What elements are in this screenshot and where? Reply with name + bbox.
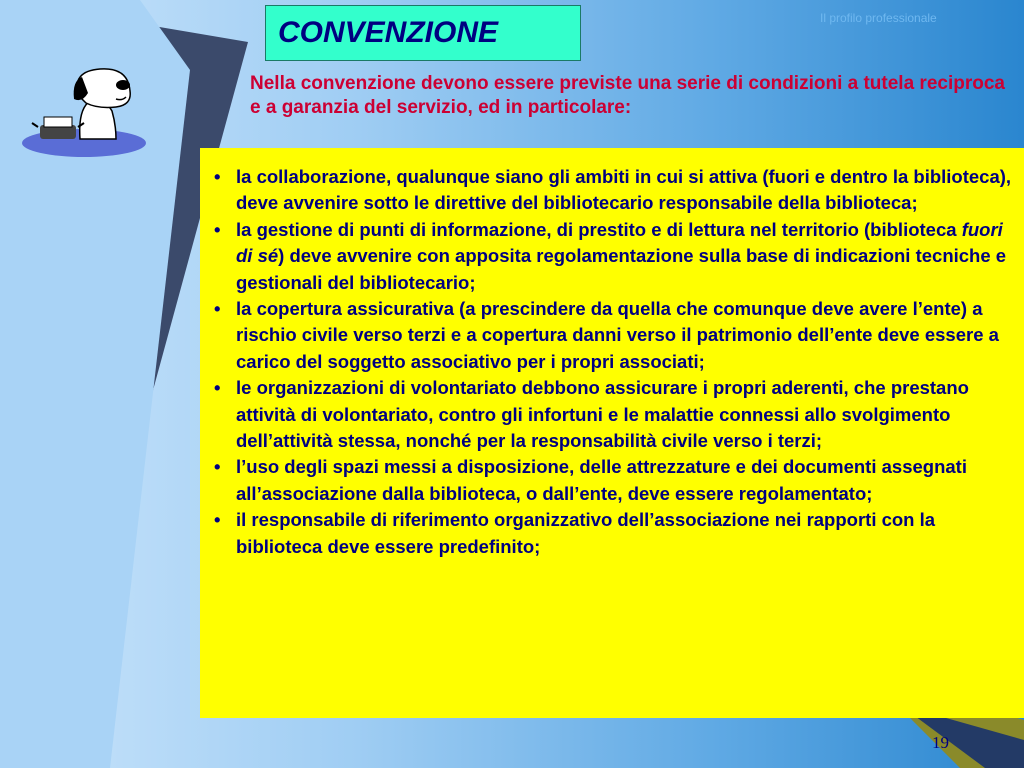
bullet-dot: •	[214, 166, 221, 187]
bullet-dot: •	[214, 298, 221, 320]
bullet-dot: •	[214, 218, 221, 240]
bullet-text: le organizzazioni di volontariato debbono assicurare i propri aderenti, che prestano attività di volontariato, contro gli infortuni e le malattie connessi allo svolgimento dell’attività stessa, nonché per la responsabilità civile verso i terzi;	[236, 377, 969, 452]
bullet-list	[212, 164, 1014, 560]
page-number: 19	[932, 733, 949, 752]
bullet-item	[212, 296, 1014, 375]
bullet-item	[212, 375, 1014, 454]
bullet-text-part: ) deve avvenire con apposita regolamentazione sulla base di indicazioni tecniche e gestionali del bibliotecario;	[236, 245, 1007, 293]
bullet-emphasis: fuori di sé	[236, 218, 1003, 267]
slide-title: CONVENZIONE	[278, 16, 499, 49]
header-label: Il profilo professionale	[820, 11, 937, 25]
bullet-text: l’uso degli spazi messi a disposizione, delle attrezzature e dei documenti assegnati all’associazione dalla biblioteca, o dall’ente, deve essere regolamentato;	[236, 456, 967, 504]
bullet-text: la collaborazione, qualunque siano gli ambiti in cui si attiva (fuori e dentro la biblioteca), deve avvenire sotto le direttive del bibliotecario responsabile della biblioteca;	[236, 166, 1012, 214]
bullet-text: il responsabile di riferimento organizzativo dell’associazione nei rapporti con la biblioteca deve essere predefinito;	[236, 509, 936, 557]
bullet-item	[212, 507, 1014, 560]
bullet-item	[212, 454, 1014, 507]
bullet-dot: •	[214, 377, 221, 399]
snoopy-typewriter-illustration	[20, 65, 148, 160]
bullet-text-part: la gestione di punti di informazione, di prestito e di lettura nel territorio (biblioteca	[236, 218, 962, 240]
bullet-text: la copertura assicurativa (a prescindere da quella che comunque deve avere l’ente) a rischio civile verso terzi e a copertura danni verso il patrimonio dell’ente deve essere a carico del soggetto associativo per i propri associati;	[236, 298, 999, 372]
bullet-dot: •	[214, 509, 221, 531]
title-box	[265, 5, 581, 61]
bullet-item	[212, 164, 1014, 217]
bullet-item	[212, 217, 1014, 296]
bullet-dot: •	[214, 456, 221, 478]
intro-paragraph: Nella convenzione devono essere previste una serie di condizioni a tutela reciproca e a garanzia del servizio, ed in particolare:	[250, 73, 1005, 118]
